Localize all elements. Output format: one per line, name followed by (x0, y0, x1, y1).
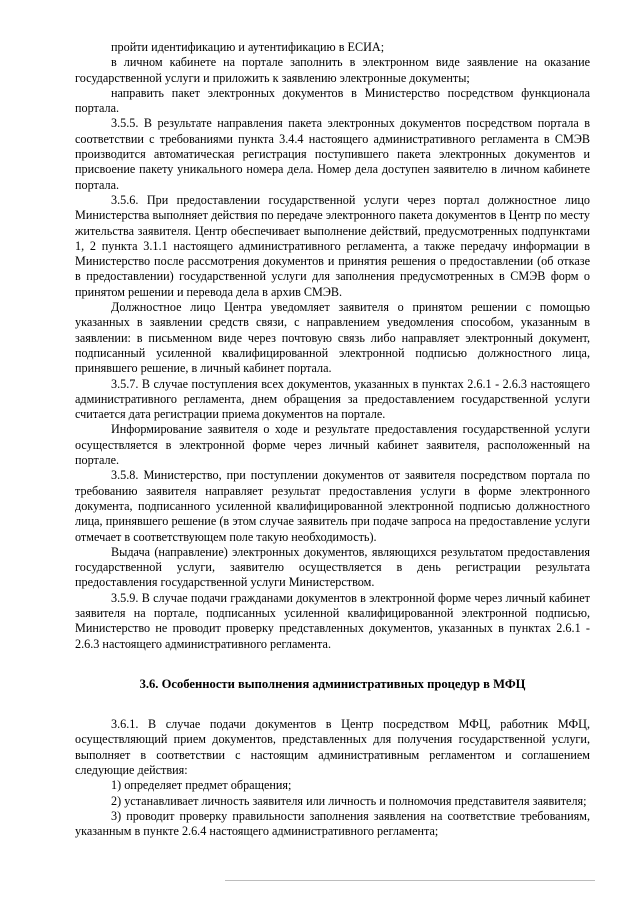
paragraph: 2) устанавливает личность заявителя или личность и полномочия представителя заявителя; (111, 793, 587, 808)
paragraph: 3.5.7. В случае поступления всех документов, указанных в пунктах 2.6.1 - 2.6.3 настоящего административного регламента, днем обращения за предоставлением государственной услуги считается дата регистрации приема документов на портале. (75, 376, 590, 422)
paragraph: 3.5.6. При предоставлении государственной услуги через портал должностное лицо Министерства выполняет действия по передаче электронного пакета документов в Центр по месту жительства заявителя. Центр обеспечивает выполнение действий, предусмотренных подпунктами 1, 2 пункта 3.1.1 настоящего административного регламента, а также передачу информации в Министерство после рассмотрения документов и принятия решения о предоставлении (об отказе в предоставлении) государственной услуги для заполнения предусмотренных в СМЭВ форм о принятом решении и перевода дела в архив СМЭВ. (75, 192, 590, 299)
document-page (75, 40, 590, 840)
section-heading: 3.6. Особенности выполнения административных процедур в МФЦ (139, 676, 526, 691)
paragraph: 3.5.5. В результате направления пакета электронных документов посредством портала в соответствии с требованиями пункта 3.4.4 настоящего административного регламента в СМЭВ производится автоматическая регистрация поступившего пакета электронных документов и присвоение пакету уникального номера дела. Номер дела доступен заявителю в личном кабинете портала. (75, 116, 590, 192)
paragraph: направить пакет электронных документов в Министерство посредством функционала портала. (75, 85, 590, 116)
paragraph: Информирование заявителя о ходе и результате предоставления государственной услуги осуществляется в электронной форме через личный кабинет заявителя, расположенный на портале. (75, 422, 590, 468)
footer-divider (225, 880, 595, 881)
paragraph: 3.5.8. Министерство, при поступлении документов от заявителя посредством портала по требованию заявителя направляет результат предоставления услуги в форме электронного документа, подписанного усиленной квалифицированной электронной подписью должностного лица, принявшего решение (в этом случае заявитель при подаче запроса на предоставление услуги отмечает в соответствующем поле такую необходимость). (75, 468, 590, 544)
paragraph: пройти идентификацию и аутентификацию в ЕСИА; (111, 40, 385, 54)
paragraph: 1) определяет предмет обращения; (111, 778, 292, 793)
paragraph: 3) проводит проверку правильности заполнения заявления на соответствие требованиям, указанным в пункте 2.6.4 настоящего административного регламента; (75, 808, 590, 839)
paragraph: 3.5.9. В случае подачи гражданами документов в электронной форме через личный кабинет заявителя на портале, подписанных усиленной квалифицированной электронной подписью, Министерство не проводит проверку представленных документов, указанных в пунктах 2.6.1 - 2.6.3 настоящего административного регламента. (75, 590, 590, 651)
paragraph: в личном кабинете на портале заполнить в электронном виде заявление на оказание государственной услуги и приложить к заявлению электронные документы; (75, 55, 590, 85)
paragraph: 3.6.1. В случае подачи документов в Центр посредством МФЦ, работник МФЦ, осуществляющий прием документов, представленных для получения государственной услуги, выполняет в соответствии с настоящим административным регламентом и соглашением следующие действия: (75, 717, 590, 778)
paragraph: Выдача (направление) электронных документов, являющихся результатом предоставления государственной услуги, заявителю осуществляется в день регистрации результата предоставления государственной услуги Министерством. (75, 544, 590, 590)
paragraph: Должностное лицо Центра уведомляет заявителя о принятом решении с помощью указанных в заявлении средств связи, с направлением уведомления способом, указанным в заявлении: в письменном виде через почтовую связь либо направляет электронный документ, подписанный усиленной квалифицированной электронной подписью должностного лица, принявшего решение, в личный кабинет портала. (75, 300, 590, 376)
